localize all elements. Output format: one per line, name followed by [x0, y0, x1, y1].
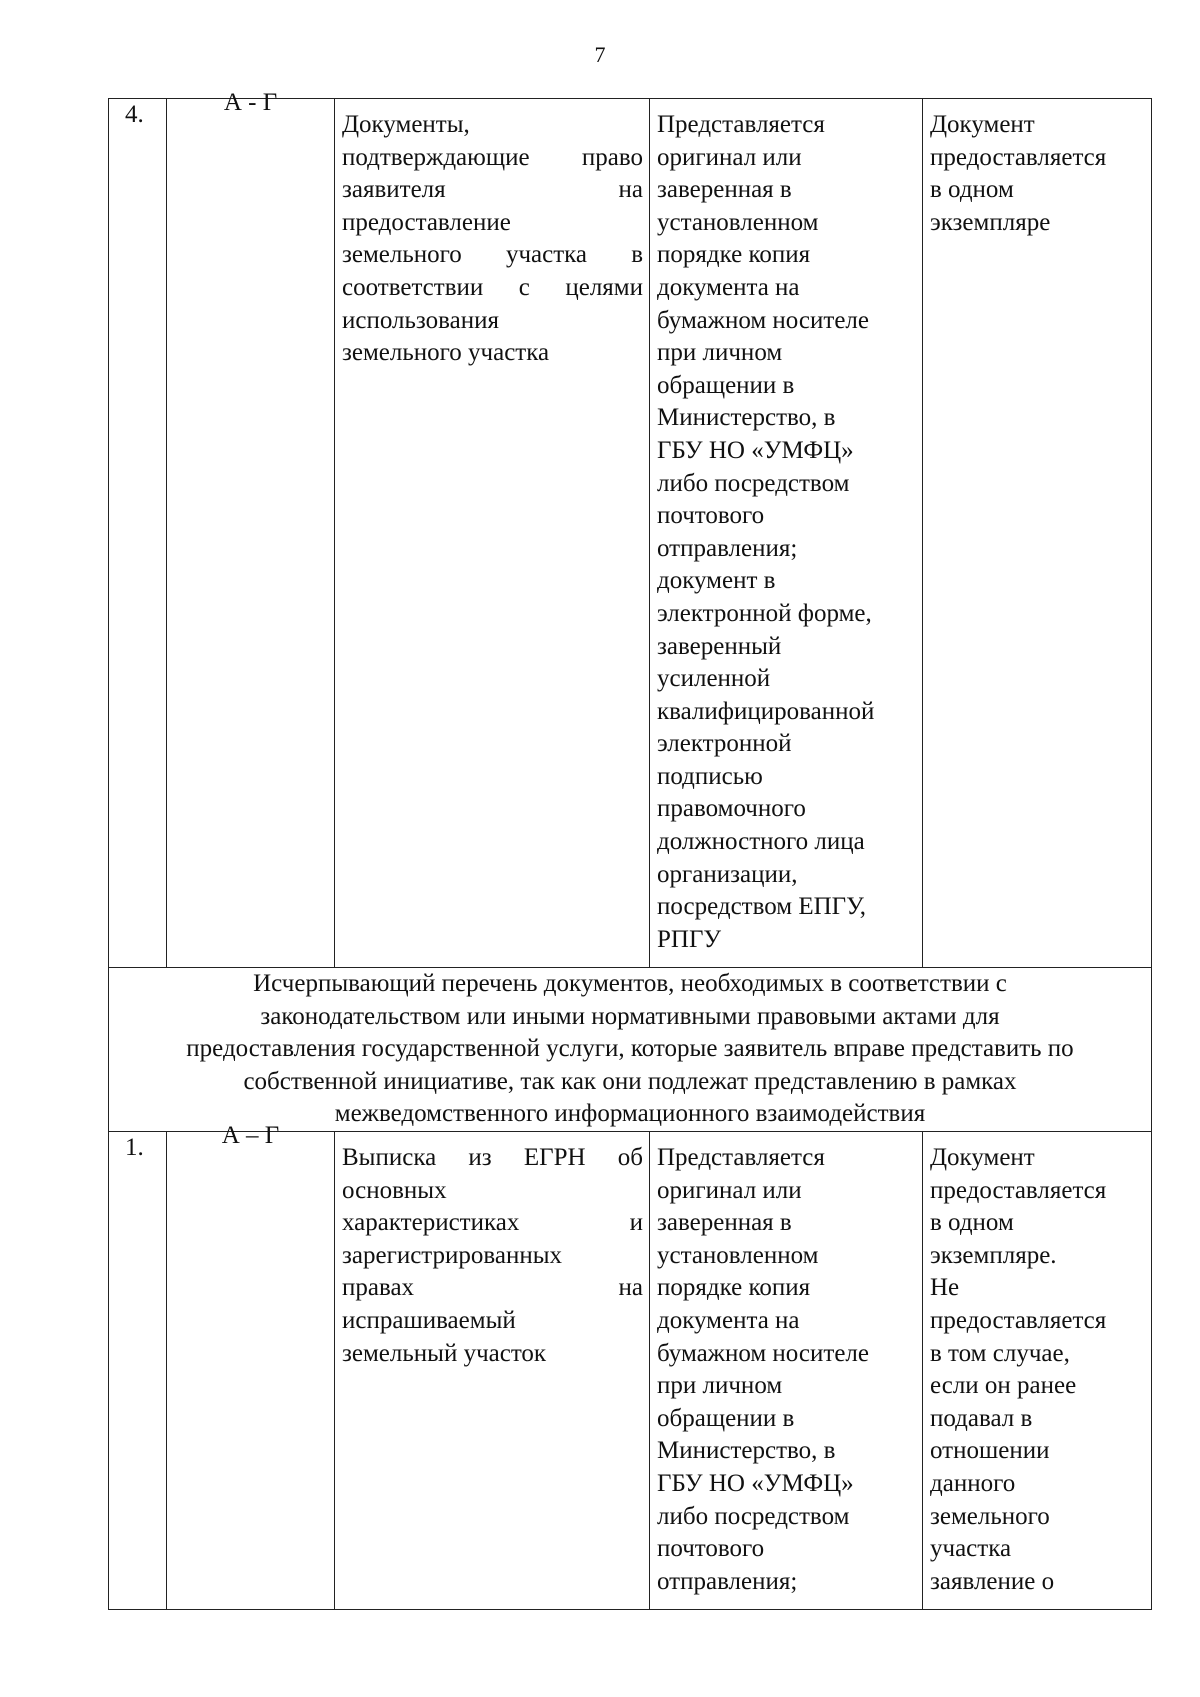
- text-line: предоставляется: [930, 1306, 1107, 1334]
- text-line: установленном: [657, 1241, 819, 1269]
- text-line: в том случае,: [930, 1339, 1070, 1367]
- row-number: 1.: [125, 1133, 144, 1161]
- text-line: электронной форме,: [657, 599, 872, 627]
- text-line: Представляется: [657, 111, 825, 138]
- heading-line: межведомственного информационного взаимодействия: [334, 1100, 926, 1128]
- text-line: Не: [930, 1274, 960, 1302]
- text-line: Выписка из ЕГРН об: [342, 1143, 643, 1171]
- text-line: порядке копия: [657, 241, 811, 269]
- row-number-cell: [109, 99, 167, 968]
- text-line: подавал в: [930, 1404, 1033, 1432]
- text-line: документа на: [657, 273, 800, 301]
- requirements-text: [650, 1132, 922, 1602]
- notes-cell: [923, 99, 1152, 968]
- text-line: в одном: [930, 176, 1014, 204]
- heading-line: собственной инициативе, так как они подлежат представлению в рамках: [243, 1067, 1017, 1095]
- text-line: документа на: [657, 1306, 800, 1334]
- text-line: бумажном носителе: [657, 306, 869, 334]
- text-line: данного: [930, 1469, 1016, 1497]
- applicant-codes: А - Г: [223, 89, 278, 116]
- section-heading-row: [109, 968, 1152, 1132]
- text-line: Документ: [930, 1143, 1035, 1171]
- text-line: установленном: [657, 208, 819, 236]
- text-line: характеристиках и: [342, 1209, 643, 1237]
- text-line: экземпляре: [930, 208, 1051, 236]
- text-line: земельного участка в: [342, 241, 643, 269]
- text-line: при личном: [657, 1372, 783, 1400]
- text-line: предоставление: [342, 208, 511, 236]
- text-line: либо посредством: [657, 469, 850, 497]
- section-heading: [109, 968, 1152, 1132]
- document-name: [335, 1132, 649, 1374]
- text-line: РПГУ: [657, 925, 722, 953]
- text-line: Документ: [930, 111, 1035, 138]
- text-line: почтового: [657, 1535, 765, 1563]
- text-line: заверенная в: [657, 1209, 792, 1237]
- text-line: земельного участка: [342, 339, 550, 367]
- text-line: усиленной: [657, 665, 771, 693]
- applicant-codes-cell: [167, 1121, 335, 1609]
- applicant-codes-cell: [167, 89, 335, 968]
- requirements-text: [650, 99, 922, 960]
- text-line: подписью: [657, 762, 763, 790]
- notes-text: [923, 99, 1151, 243]
- text-line: квалифицированной: [657, 697, 875, 725]
- text-line: участка: [930, 1535, 1012, 1563]
- text-line: правомочного: [657, 795, 806, 823]
- text-line: основных: [342, 1176, 447, 1204]
- text-line: оригинал или: [657, 143, 802, 171]
- text-line: почтового: [657, 502, 765, 530]
- text-line: посредством ЕПГУ,: [657, 893, 866, 921]
- text-line: электронной: [657, 730, 792, 758]
- text-line: Министерство, в: [657, 404, 836, 432]
- text-line: предоставляется: [930, 143, 1107, 171]
- documents-table: [108, 89, 1152, 1610]
- text-line: экземпляре.: [930, 1241, 1057, 1269]
- text-line: правах на: [342, 1274, 643, 1302]
- row-number: 4.: [125, 101, 144, 128]
- text-line: отправления;: [657, 534, 798, 562]
- notes-cell: [923, 1131, 1152, 1609]
- document-name-cell: [335, 1131, 650, 1609]
- text-line: подтверждающие право: [342, 143, 643, 171]
- text-line: обращении в: [657, 371, 795, 399]
- text-line: ГБУ НО «УМФЦ»: [657, 1469, 854, 1497]
- text-line: документ в: [657, 567, 776, 595]
- text-line: заявителя на: [342, 176, 643, 204]
- text-line: Документы,: [342, 111, 470, 138]
- requirements-cell: [650, 1131, 923, 1609]
- requirements-cell: [650, 99, 923, 968]
- document-name: [335, 99, 649, 374]
- text-line: зарегистрированных: [342, 1241, 563, 1269]
- text-line: земельный участок: [342, 1339, 547, 1367]
- text-line: земельного: [930, 1502, 1050, 1530]
- text-line: оригинал или: [657, 1176, 802, 1204]
- text-line: в одном: [930, 1209, 1014, 1237]
- text-line: отношении: [930, 1437, 1050, 1465]
- notes-text: [923, 1132, 1151, 1602]
- text-line: предоставляется: [930, 1176, 1107, 1204]
- text-line: заверенная в: [657, 176, 792, 204]
- table-row: [109, 1131, 1152, 1609]
- document-name-cell: [335, 99, 650, 968]
- heading-line: предоставления государственной услуги, которые заявитель вправе представить по: [186, 1035, 1074, 1063]
- heading-line: законодательством или иными нормативными правовыми актами для: [260, 1002, 1000, 1030]
- text-line: организации,: [657, 860, 798, 888]
- text-line: использования: [342, 306, 499, 334]
- text-line: отправления;: [657, 1567, 798, 1595]
- text-line: ГБУ НО «УМФЦ»: [657, 436, 854, 464]
- row-number-cell: [109, 1131, 167, 1609]
- text-line: обращении в: [657, 1404, 795, 1432]
- text-line: либо посредством: [657, 1502, 850, 1530]
- text-line: при личном: [657, 339, 783, 367]
- table-row: [109, 99, 1152, 968]
- text-line: испрашиваемый: [342, 1306, 516, 1334]
- text-line: заверенный: [657, 632, 782, 660]
- text-line: Представляется: [657, 1143, 825, 1171]
- heading-line: Исчерпывающий перечень документов, необходимых в соответствии с: [253, 970, 1007, 997]
- text-line: бумажном носителе: [657, 1339, 869, 1367]
- text-line: должностного лица: [657, 828, 865, 856]
- text-line: заявление о: [930, 1567, 1055, 1595]
- applicant-codes: А – Г: [221, 1121, 280, 1149]
- text-line: Министерство, в: [657, 1437, 836, 1465]
- text-line: соответствии с целями: [342, 273, 643, 301]
- text-line: если он ранее: [930, 1372, 1077, 1400]
- page-number: 7: [594, 42, 606, 67]
- text-line: порядке копия: [657, 1274, 811, 1302]
